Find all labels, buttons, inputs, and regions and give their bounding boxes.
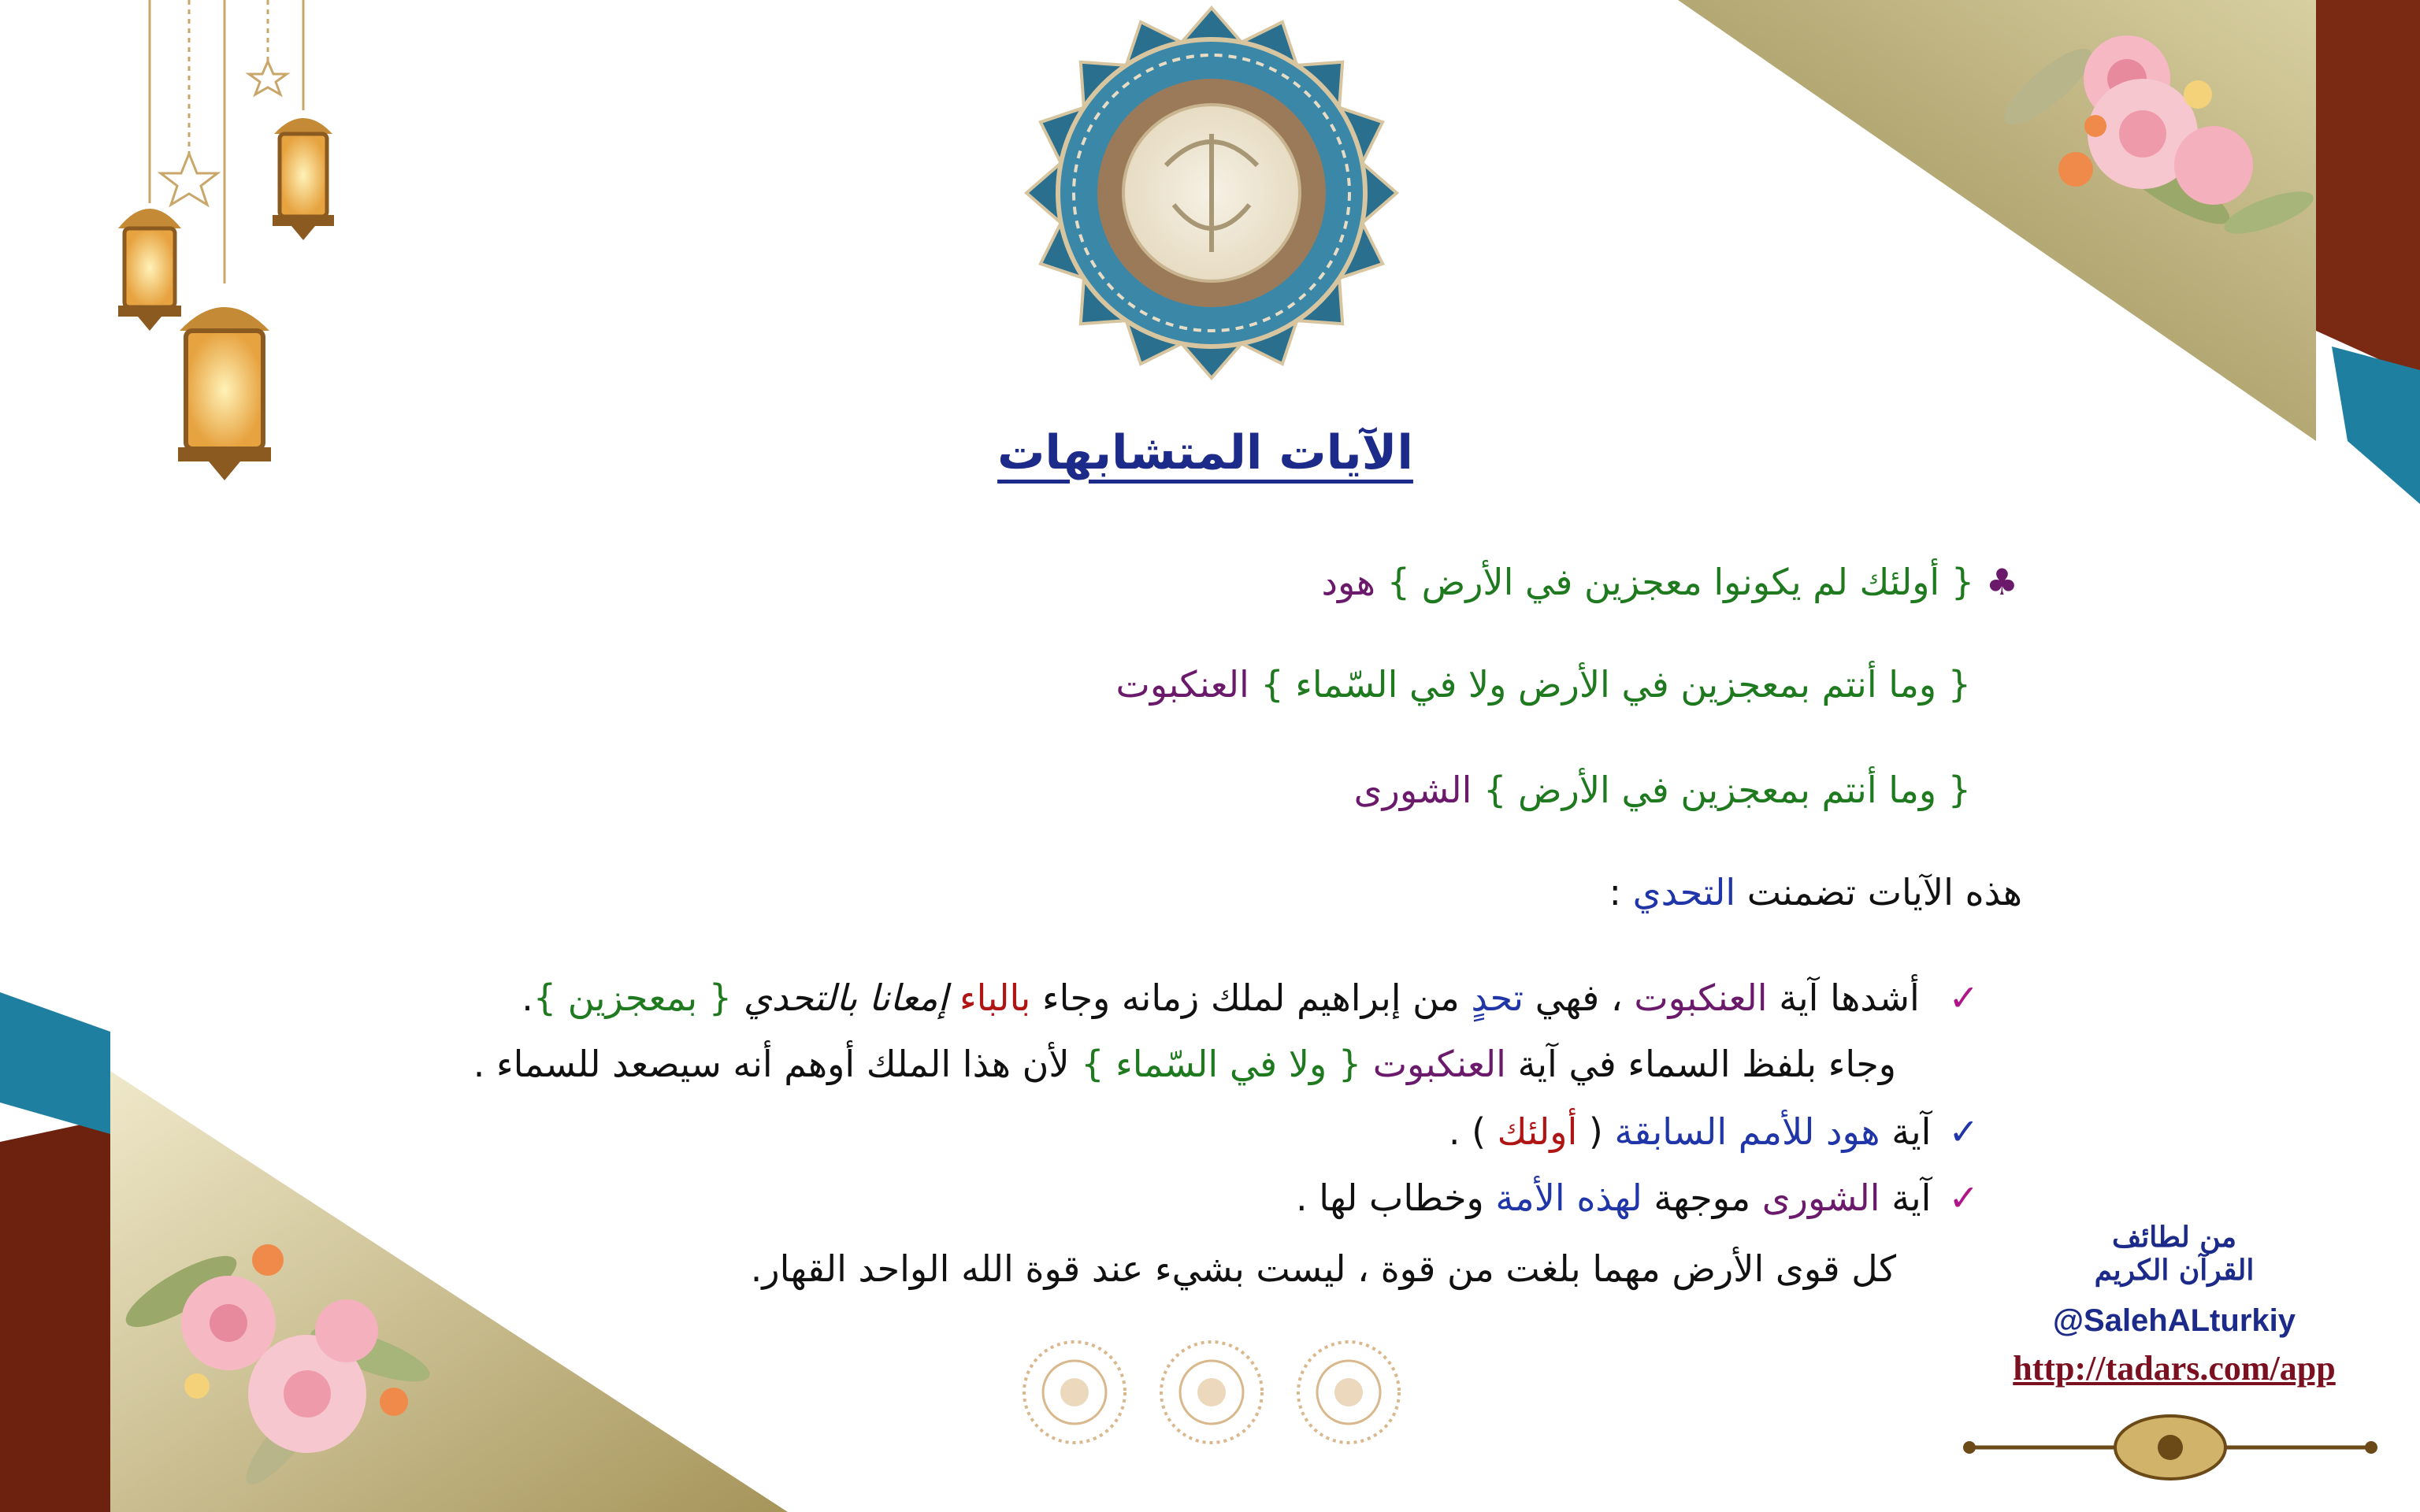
point-segment: العنكبوت [1634, 976, 1768, 1019]
point-segment: لأن هذا الملك أوهم أنه سيصعد للسماء . [473, 1043, 1070, 1085]
point-segment: الشورى [1761, 1177, 1880, 1219]
point-segment: من إبراهيم لملك زمانه وجاء [1030, 976, 1472, 1019]
intro-suffix: : [1609, 871, 1621, 914]
point-segment: العنكبوت [1372, 1043, 1506, 1085]
verse-open-brace: { [1950, 561, 1975, 603]
point-item [751, 1247, 1896, 1290]
verse-text: وما أنتم بمعجزين في الأرض ولا في السّماء [1295, 663, 1937, 706]
point-segment: آية [1880, 1177, 1932, 1219]
mandala-icon [1298, 1342, 1399, 1443]
mandala-icon [1024, 1342, 1125, 1443]
point-item [473, 1043, 1896, 1085]
lantern-icon [118, 0, 334, 480]
verse-surah: هود [1321, 561, 1376, 603]
point-segment: وخطاب لها . [1295, 1177, 1496, 1219]
point-segment: موجهة [1642, 1177, 1762, 1219]
verse-surah: الشورى [1353, 769, 1472, 811]
credit-line-1: من لطائف [2112, 1221, 2236, 1254]
point-segment: وجاء بلفظ السماء في آية [1505, 1043, 1896, 1085]
mandala-icon [1161, 1342, 1262, 1443]
point-segment: إمعانا بالتحدي [732, 976, 959, 1019]
verse-surah: العنكبوت [1115, 663, 1249, 706]
point-segment: هود للأمم السابقة [1614, 1110, 1880, 1153]
point-line [521, 976, 1931, 1019]
intro-prefix: هذه الآيات تضمنت [1746, 871, 2022, 914]
club-bullet-icon: ♣ [1985, 561, 2018, 603]
point-segment: كل قوى الأرض مهما بلغت من قوة ، ليست بشيء عند قوة الله الواحد القهار. [750, 1247, 1896, 1290]
point-item [521, 976, 1979, 1019]
point-segment: { ولا في السّماء } [1069, 1043, 1373, 1085]
point-segment: ، فهي [1524, 976, 1635, 1019]
point-segment: ( [1577, 1110, 1615, 1153]
verse-open-brace: { [1947, 663, 1971, 706]
verse-item [1116, 663, 1971, 706]
point-segment: بالباء [959, 976, 1031, 1019]
point-segment: آية [1880, 1110, 1932, 1153]
check-icon: ✓ [1948, 1177, 1979, 1219]
credit-block [2032, 1221, 2316, 1287]
verse-item [1354, 769, 1971, 811]
page-title: الآيات المتشابهات [997, 425, 1413, 480]
verse-close-brace: } [1386, 561, 1410, 603]
medallion-icon [1026, 8, 1397, 378]
ornament-divider-icon [1963, 1416, 2377, 1479]
point-segment: أشدها آية [1767, 976, 1920, 1019]
point-segment: . [521, 976, 533, 1019]
point-item [1449, 1110, 1979, 1153]
intro-keyword: التحدي [1632, 871, 1736, 914]
point-segment: تحدٍ [1471, 976, 1524, 1019]
verse-close-brace: } [1483, 769, 1507, 811]
check-icon: ✓ [1948, 976, 1979, 1019]
verse-item [1322, 561, 2018, 603]
intro-line [1609, 871, 2022, 914]
social-handle: @SalehALturkiy [2053, 1303, 2296, 1338]
point-segment: { بمعجزين } [533, 976, 733, 1019]
verse-text: أولئك لم يكونوا معجزين في الأرض [1421, 561, 1940, 603]
verse-close-brace: } [1260, 663, 1284, 706]
website-link[interactable]: http://tadars.com/app [2013, 1349, 2336, 1388]
point-item [1296, 1177, 1979, 1219]
point-segment: لهذه الأمة [1495, 1177, 1642, 1219]
credit-line-2: القرآن الكريم [2094, 1254, 2255, 1287]
point-segment: أولئك [1497, 1110, 1578, 1153]
point-segment: ) . [1448, 1110, 1498, 1153]
check-icon: ✓ [1948, 1110, 1979, 1153]
verse-open-brace: { [1947, 769, 1971, 811]
verse-text: وما أنتم بمعجزين في الأرض [1518, 769, 1937, 811]
